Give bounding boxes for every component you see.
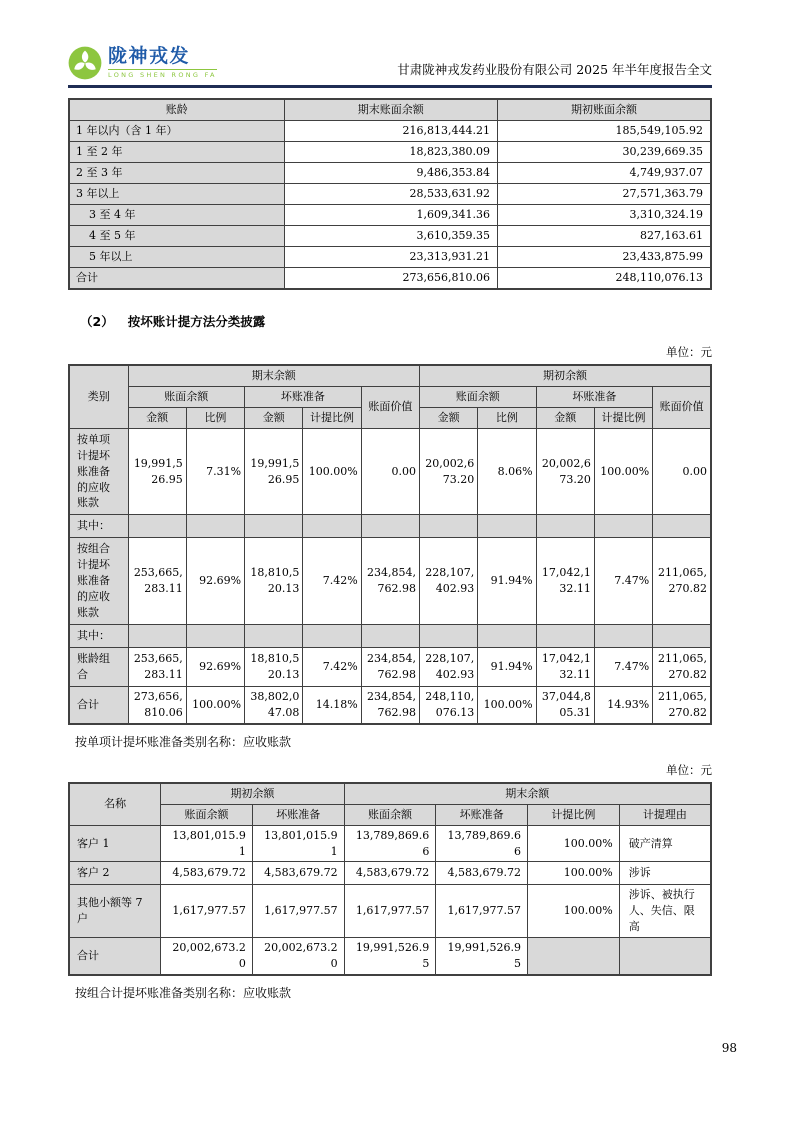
value-cell: 19,991,526.95	[245, 428, 303, 515]
value-cell: 19,991,526.95	[344, 938, 436, 975]
value-cell: 7.47%	[594, 538, 652, 625]
section-heading	[68, 312, 712, 330]
value-cell: 273,656,810.06	[284, 267, 498, 288]
value-cell: 253,665,283.11	[128, 538, 186, 625]
table-header-row	[69, 804, 711, 825]
page-header	[68, 0, 712, 80]
value-cell: 248,110,076.13	[419, 686, 477, 723]
table-row-among	[69, 515, 711, 538]
value-cell: 234,854,762.98	[361, 647, 419, 686]
empty-cell	[536, 625, 594, 648]
empty-cell	[303, 515, 361, 538]
table-row	[69, 141, 711, 162]
table-row-customer	[69, 885, 711, 938]
col-header-provision-ratio: 计提比例	[594, 407, 652, 428]
value-cell: 1,617,977.57	[252, 885, 344, 938]
brand-subtitle: LONG SHEN RONG FA	[108, 71, 217, 80]
value-cell: 253,665,283.11	[128, 647, 186, 686]
col-header-age: 账龄	[69, 99, 284, 120]
empty-cell	[478, 625, 536, 648]
value-cell: 14.18%	[303, 686, 361, 723]
pinwheel-logo-icon	[68, 46, 102, 80]
table-row-single-provision	[69, 428, 711, 515]
single-provision-note: 按单项计提坏账准备类别名称：应收账款	[75, 734, 292, 749]
row-label: 其中：	[69, 515, 128, 538]
value-cell: 19,991,526.95	[436, 938, 528, 975]
col-header-ending-balance: 期末余额	[128, 365, 419, 386]
value-cell: 1,617,977.57	[436, 885, 528, 938]
value-cell: 20,002,673.20	[161, 938, 253, 975]
row-label: 3 至 4 年	[69, 204, 284, 225]
value-cell: 14.93%	[594, 686, 652, 723]
col-header-book-balance: 账面余额	[128, 386, 245, 407]
value-cell: 27,571,363.79	[498, 183, 712, 204]
col-header-beginning-balance: 期初余额	[419, 365, 711, 386]
value-cell: 4,749,937.07	[498, 162, 712, 183]
row-label: 客户 1	[69, 825, 161, 862]
col-header-amount: 金额	[419, 407, 477, 428]
value-cell: 1,617,977.57	[161, 885, 253, 938]
value-cell: 1,617,977.57	[344, 885, 436, 938]
page-number: 98	[721, 1041, 737, 1055]
col-header-bad-debt: 坏账准备	[436, 804, 528, 825]
col-header-book-balance: 账面余额	[419, 386, 536, 407]
value-cell: 100.00%	[303, 428, 361, 515]
value-cell: 248,110,076.13	[498, 267, 712, 288]
empty-cell	[536, 515, 594, 538]
col-header-bad-debt: 坏账准备	[536, 386, 653, 407]
empty-cell	[128, 515, 186, 538]
col-header-beginning-balance: 期初余额	[161, 783, 344, 804]
value-cell: 19,991,526.95	[128, 428, 186, 515]
col-header-name: 名称	[69, 783, 161, 825]
empty-cell	[303, 625, 361, 648]
value-cell: 7.42%	[303, 538, 361, 625]
empty-cell	[594, 515, 652, 538]
section-title: 按坏账计提方法分类披露	[127, 313, 266, 329]
individual-provision-table	[68, 782, 712, 976]
table-total-row	[69, 686, 711, 723]
value-cell: 18,810,520.13	[245, 538, 303, 625]
value-cell: 211,065,270.82	[653, 647, 711, 686]
col-header-category: 类别	[69, 365, 128, 428]
brand-name: 陇神戎发	[108, 45, 191, 68]
col-header-amount: 金额	[128, 407, 186, 428]
unit-label: 单位：元	[666, 344, 712, 359]
value-cell: 100.00%	[594, 428, 652, 515]
provision-method-table	[68, 364, 712, 725]
unit-label: 单位：元	[666, 762, 712, 777]
col-header-ratio: 比例	[478, 407, 536, 428]
document-title: 甘肃陇神戎发药业股份有限公司 2025 年半年度报告全文	[397, 62, 712, 77]
empty-cell	[478, 515, 536, 538]
value-cell: 17,042,132.11	[536, 647, 594, 686]
value-cell: 234,854,762.98	[361, 686, 419, 723]
value-cell: 100.00%	[528, 885, 620, 938]
value-cell: 211,065,270.82	[653, 538, 711, 625]
table-header-row	[69, 365, 711, 386]
table-header-row	[69, 99, 711, 120]
value-cell: 28,533,631.92	[284, 183, 498, 204]
section-number: （2）	[80, 313, 114, 329]
table-row	[69, 120, 711, 141]
value-cell: 23,313,931.21	[284, 246, 498, 267]
value-cell: 100.00%	[186, 686, 244, 723]
table-row-customer	[69, 862, 711, 885]
empty-cell	[528, 938, 620, 975]
value-cell: 216,813,444.21	[284, 120, 498, 141]
col-header-book-value: 账面价值	[361, 386, 419, 428]
value-cell: 185,549,105.92	[498, 120, 712, 141]
table-header-row	[69, 783, 711, 804]
empty-cell	[361, 625, 419, 648]
row-label: 5 年以上	[69, 246, 284, 267]
row-label: 账龄组合	[69, 647, 128, 686]
value-cell: 13,801,015.91	[252, 825, 344, 862]
col-header-bad-debt: 坏账准备	[245, 386, 362, 407]
table-total-row	[69, 938, 711, 975]
table-row-among	[69, 625, 711, 648]
row-label: 合计	[69, 686, 128, 723]
value-cell: 234,854,762.98	[361, 538, 419, 625]
col-header-ratio: 比例	[186, 407, 244, 428]
col-header-amount: 金额	[245, 407, 303, 428]
empty-cell	[361, 515, 419, 538]
value-cell: 13,789,869.66	[436, 825, 528, 862]
brand-logo	[68, 46, 217, 80]
table-row	[69, 204, 711, 225]
aging-table	[68, 98, 712, 290]
col-header-provision-ratio: 计提比例	[528, 804, 620, 825]
table-row	[69, 246, 711, 267]
value-cell: 211,065,270.82	[653, 686, 711, 723]
empty-cell	[245, 515, 303, 538]
value-cell: 3,610,359.35	[284, 225, 498, 246]
value-cell: 827,163.61	[498, 225, 712, 246]
value-cell: 100.00%	[528, 862, 620, 885]
table-row-group-provision	[69, 538, 711, 625]
value-cell: 9,486,353.84	[284, 162, 498, 183]
group-provision-note: 按组合计提坏账准备类别名称：应收账款	[75, 986, 292, 1001]
table-total-row	[69, 267, 711, 288]
reason-cell: 破产清算	[619, 825, 711, 862]
col-header-beginning-balance: 期初账面余额	[498, 99, 712, 120]
value-cell: 7.31%	[186, 428, 244, 515]
value-cell: 13,801,015.91	[161, 825, 253, 862]
row-label: 其他小额等 7 户	[69, 885, 161, 938]
value-cell: 7.42%	[303, 647, 361, 686]
table-row-customer	[69, 825, 711, 862]
table-header-row	[69, 386, 711, 407]
reason-cell: 涉诉	[619, 862, 711, 885]
empty-cell	[594, 625, 652, 648]
value-cell: 100.00%	[528, 825, 620, 862]
table-row	[69, 183, 711, 204]
value-cell: 3,310,324.19	[498, 204, 712, 225]
col-header-provision-ratio: 计提比例	[303, 407, 361, 428]
reason-cell: 涉诉、被执行人、失信、限高	[619, 885, 711, 938]
empty-cell	[186, 625, 244, 648]
value-cell: 30,239,669.35	[498, 141, 712, 162]
value-cell: 4,583,679.72	[436, 862, 528, 885]
col-header-ending-balance: 期末账面余额	[284, 99, 498, 120]
value-cell: 91.94%	[478, 647, 536, 686]
value-cell: 100.00%	[478, 686, 536, 723]
value-cell: 7.47%	[594, 647, 652, 686]
value-cell: 92.69%	[186, 647, 244, 686]
row-label: 按单项计提坏账准备的应收账款	[69, 428, 128, 515]
empty-cell	[419, 515, 477, 538]
row-label: 4 至 5 年	[69, 225, 284, 246]
empty-cell	[653, 515, 711, 538]
header-divider	[68, 85, 712, 88]
value-cell: 4,583,679.72	[344, 862, 436, 885]
value-cell: 4,583,679.72	[161, 862, 253, 885]
value-cell: 92.69%	[186, 538, 244, 625]
value-cell: 18,810,520.13	[245, 647, 303, 686]
value-cell: 37,044,805.31	[536, 686, 594, 723]
empty-cell	[653, 625, 711, 648]
value-cell: 0.00	[653, 428, 711, 515]
value-cell: 18,823,380.09	[284, 141, 498, 162]
value-cell: 17,042,132.11	[536, 538, 594, 625]
value-cell: 228,107,402.93	[419, 647, 477, 686]
row-label: 其中：	[69, 625, 128, 648]
col-header-book-balance: 账面余额	[161, 804, 253, 825]
empty-cell	[186, 515, 244, 538]
table-row	[69, 225, 711, 246]
col-header-book-value: 账面价值	[653, 386, 711, 428]
value-cell: 228,107,402.93	[419, 538, 477, 625]
empty-cell	[619, 938, 711, 975]
empty-cell	[245, 625, 303, 648]
empty-cell	[128, 625, 186, 648]
value-cell: 273,656,810.06	[128, 686, 186, 723]
value-cell: 1,609,341.36	[284, 204, 498, 225]
value-cell: 20,002,673.20	[536, 428, 594, 515]
value-cell: 13,789,869.66	[344, 825, 436, 862]
value-cell: 4,583,679.72	[252, 862, 344, 885]
row-label: 2 至 3 年	[69, 162, 284, 183]
col-header-book-balance: 账面余额	[344, 804, 436, 825]
value-cell: 20,002,673.20	[252, 938, 344, 975]
row-label: 合计	[69, 938, 161, 975]
value-cell: 23,433,875.99	[498, 246, 712, 267]
row-label: 1 至 2 年	[69, 141, 284, 162]
row-label: 合计	[69, 267, 284, 288]
col-header-provision-reason: 计提理由	[619, 804, 711, 825]
table-row	[69, 162, 711, 183]
col-header-ending-balance: 期末余额	[344, 783, 711, 804]
value-cell: 91.94%	[478, 538, 536, 625]
value-cell: 8.06%	[478, 428, 536, 515]
value-cell: 38,802,047.08	[245, 686, 303, 723]
col-header-bad-debt: 坏账准备	[252, 804, 344, 825]
row-label: 1 年以内（含 1 年）	[69, 120, 284, 141]
table-row-aging-group	[69, 647, 711, 686]
value-cell: 20,002,673.20	[419, 428, 477, 515]
row-label: 3 年以上	[69, 183, 284, 204]
row-label: 客户 2	[69, 862, 161, 885]
col-header-amount: 金额	[536, 407, 594, 428]
row-label: 按组合计提坏账准备的应收账款	[69, 538, 128, 625]
value-cell: 0.00	[361, 428, 419, 515]
empty-cell	[419, 625, 477, 648]
